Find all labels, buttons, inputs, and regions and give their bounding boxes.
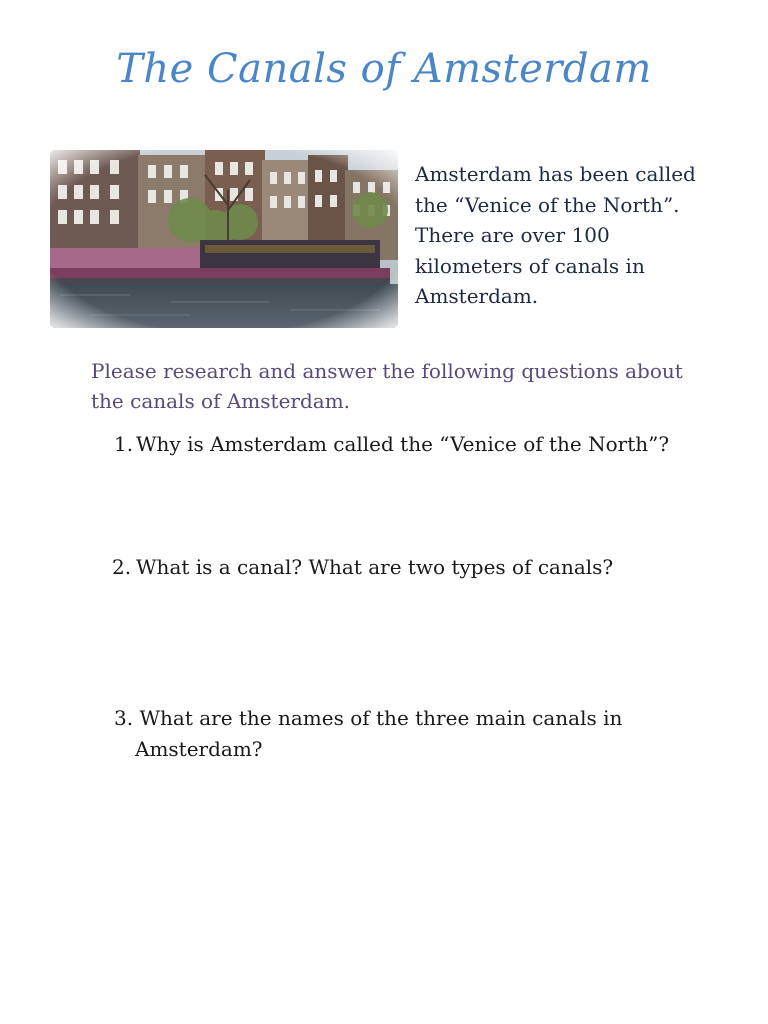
question-2-text: What is a canal? What are two types of canals? xyxy=(136,555,614,579)
question-1 xyxy=(114,429,674,460)
question-1-text: Why is Amsterdam called the “Venice of the North”? xyxy=(136,432,670,456)
question-2-number: 2. xyxy=(112,555,132,579)
intro-paragraph: Amsterdam has been called the “Venice of the North”. There are over 100 kilometers of canals in Amsterdam. xyxy=(415,162,696,308)
question-3-text-line2: Amsterdam? xyxy=(135,736,263,761)
question-3-number: 3. xyxy=(114,706,134,730)
question-2 xyxy=(112,552,692,583)
instructions-paragraph: Please research and answer the following questions about the canals of Amsterdam. xyxy=(91,359,683,413)
page-title: The Canals of Amsterdam xyxy=(116,46,652,92)
canal-houseboat-photo xyxy=(50,150,398,328)
question-3 xyxy=(114,703,694,764)
question-3-text-line1: What are the names of the three main canals in xyxy=(133,706,623,730)
question-1-number: 1. xyxy=(114,432,134,456)
